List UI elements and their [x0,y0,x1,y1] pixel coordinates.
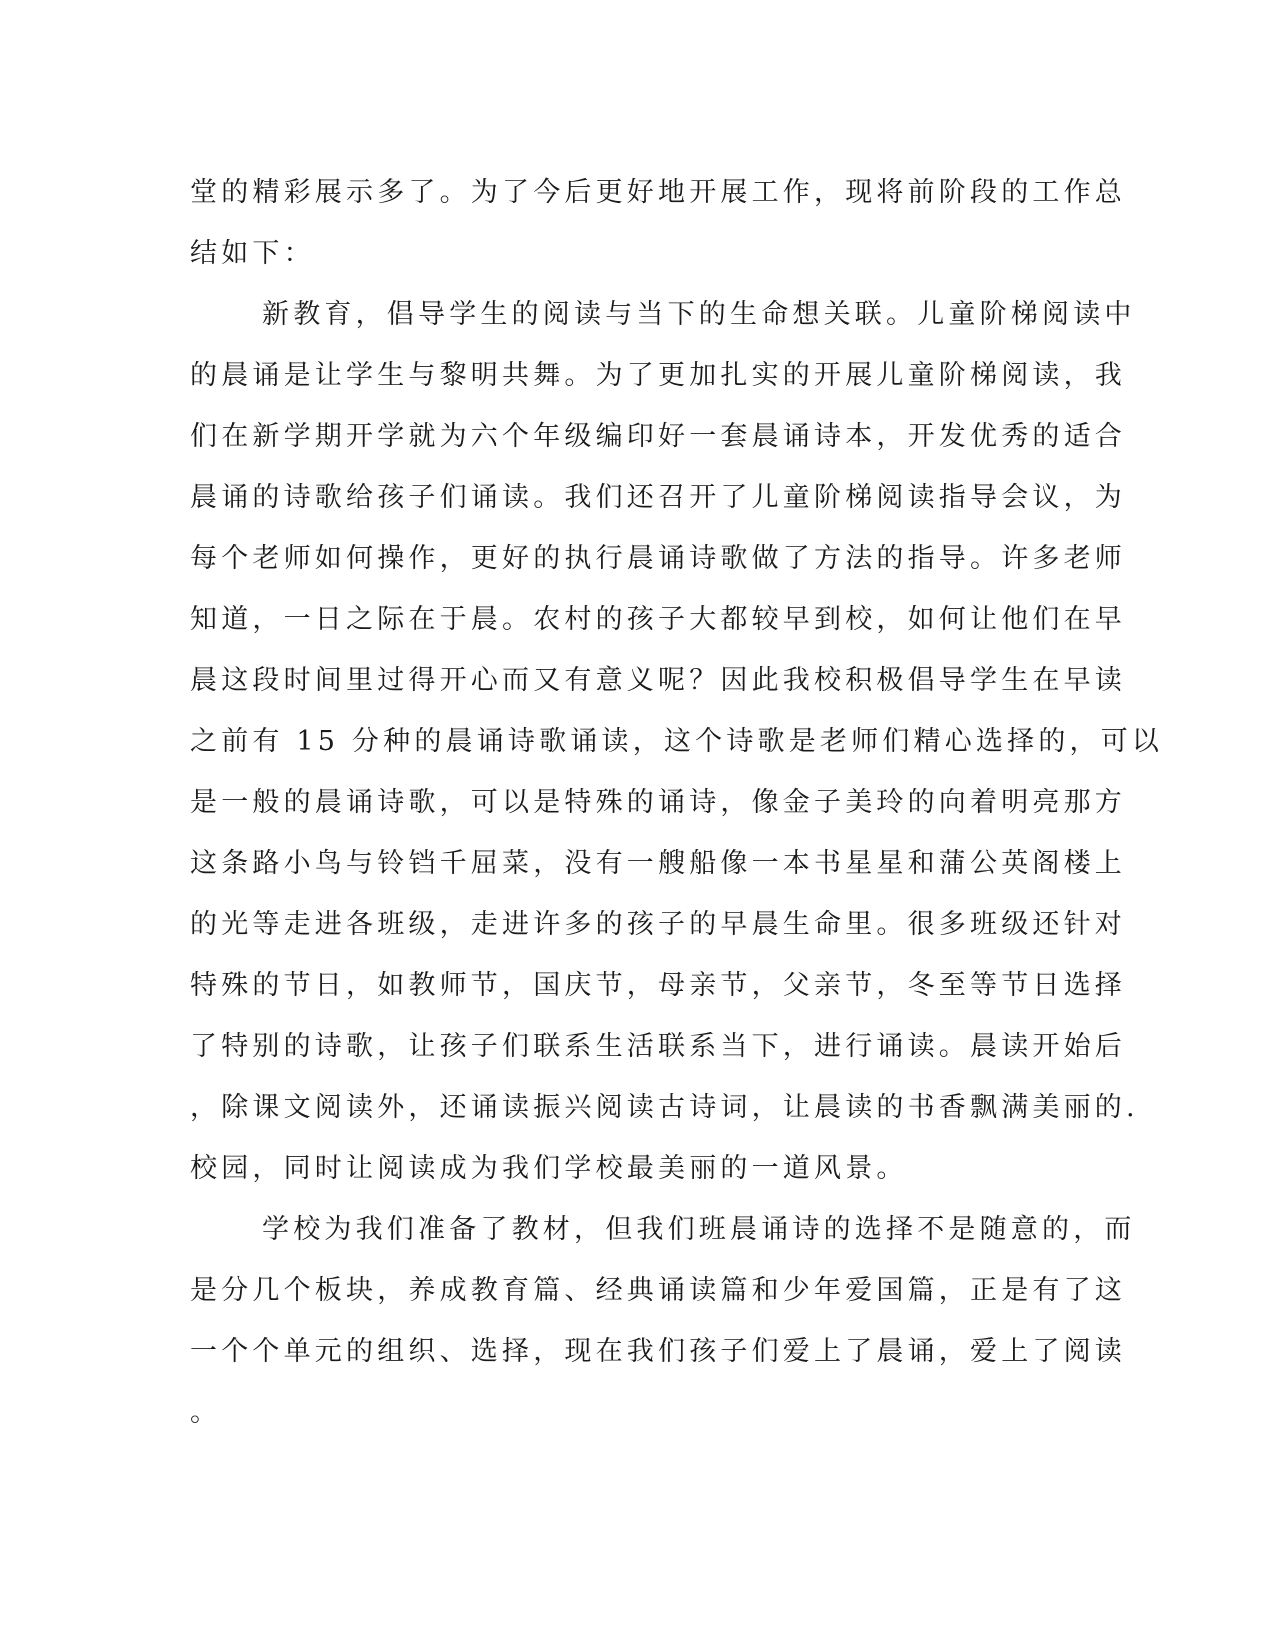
text-line: 晨这段时间里过得开心而又有意义呢？因此我校积极倡导学生在早读 [190,665,1126,696]
text-line: 们在新学期开学就为六个年级编印好一套晨诵诗本，开发优秀的适合 [190,421,1126,452]
text-line: 结如下： [190,238,315,269]
text-line: 。 [190,1397,222,1428]
text-line: 之前有 15 分种的晨诵诗歌诵读，这个诗歌是老师们精心选择的，可以 [190,726,1164,757]
paragraph-start-line: 新教育，倡导学生的阅读与当下的生命想关联。儿童阶梯阅读中 [262,299,1136,330]
text-line: 是一般的晨诵诗歌，可以是特殊的诵诗，像金子美玲的向着明亮那方 [190,787,1126,818]
text-line: 这条路小鸟与铃铛千屈菜，没有一艘船像一本书星星和蒲公英阁楼上 [190,848,1126,879]
text-line: 是分几个板块，养成教育篇、经典诵读篇和少年爱国篇，正是有了这 [190,1275,1126,1306]
paragraph-start-line: 学校为我们准备了教材，但我们班晨诵诗的选择不是随意的，而 [262,1214,1136,1245]
text-line: 每个老师如何操作，更好的执行晨诵诗歌做了方法的指导。许多老师 [190,543,1126,574]
text-line: 晨诵的诗歌给孩子们诵读。我们还召开了儿童阶梯阅读指导会议，为 [190,482,1126,513]
text-line: 特殊的节日，如教师节，国庆节，母亲节，父亲节，冬至等节日选择 [190,970,1126,1001]
text-line: 了特别的诗歌，让孩子们联系生活联系当下，进行诵读。晨读开始后 [190,1031,1126,1062]
text-line: 堂的精彩展示多了。为了今后更好地开展工作，现将前阶段的工作总 [190,177,1126,208]
text-line: 一个个单元的组织、选择，现在我们孩子们爱上了晨诵，爱上了阅读 [190,1336,1126,1367]
text-line: 的晨诵是让学生与黎明共舞。为了更加扎实的开展儿童阶梯阅读，我 [190,360,1126,391]
body-text [190,162,1164,1443]
text-line: 校园，同时让阅读成为我们学校最美丽的一道风景。 [190,1153,908,1184]
text-line: 知道，一日之际在于晨。农村的孩子大都较早到校，如何让他们在早 [190,604,1126,635]
text-line: ，除课文阅读外，还诵读振兴阅读古诗词，让晨读的书香飘满美丽的. [190,1092,1139,1123]
text-line: 的光等走进各班级，走进许多的孩子的早晨生命里。很多班级还针对 [190,909,1126,940]
